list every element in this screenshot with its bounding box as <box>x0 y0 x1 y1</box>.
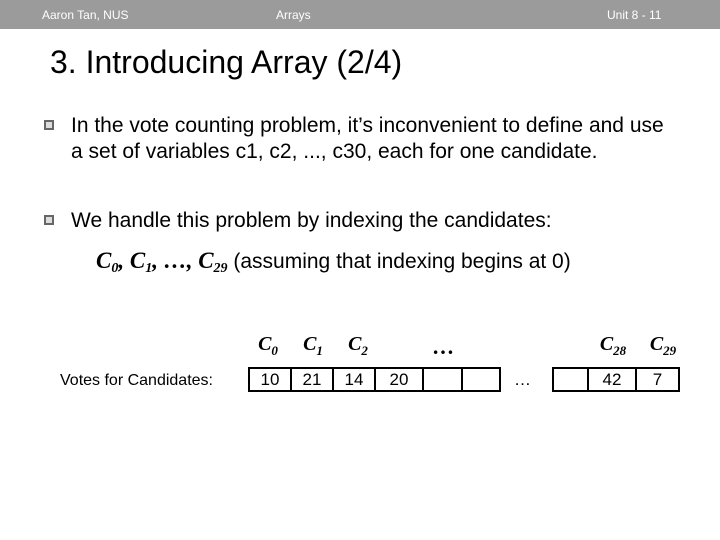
slide-title: 3. Introducing Array (2/4) <box>50 44 403 80</box>
bullet-square-icon <box>44 120 54 130</box>
bullet-text: We handle this problem by indexing the candidates: <box>71 209 552 232</box>
header-page-number: Unit 8 - 11 <box>607 8 662 22</box>
array-cell: 14 <box>332 367 376 392</box>
array-cell: 10 <box>248 367 292 392</box>
array-cell: 21 <box>290 367 334 392</box>
bullet-vote-problem <box>71 113 671 165</box>
array-cell: 7 <box>635 367 680 392</box>
candidate-c1: $C_1$ <box>129 248 153 276</box>
array-cell: 20 <box>374 367 424 392</box>
header-topic: Arrays <box>276 8 311 22</box>
column-ellipsis: … <box>432 334 454 359</box>
column-label-c1: $C_1$ <box>303 333 323 358</box>
bullet-indexing <box>71 208 691 234</box>
array-cell <box>422 367 463 392</box>
column-label-c28: $C_{28}$ <box>599 333 627 358</box>
array-cell: 42 <box>587 367 637 392</box>
array-cell <box>552 367 589 392</box>
votes-row-label: Votes for Candidates: <box>60 372 213 389</box>
array-cell <box>461 367 501 392</box>
column-label-c29: $C_{29}$ <box>649 333 677 358</box>
candidate-c0: $C_0$ <box>96 248 119 276</box>
candidate-c29: $C_{29}$ <box>198 248 228 276</box>
bullet-square-icon <box>44 215 54 225</box>
header-author: Aaron Tan, NUS <box>42 8 129 22</box>
column-label-c2: $C_2$ <box>348 333 368 358</box>
index-note: (assuming that indexing begins at 0) <box>227 250 571 273</box>
slide-header <box>0 0 720 29</box>
array-ellipsis: … <box>514 370 531 389</box>
separator: , …, <box>152 248 199 273</box>
separator: , <box>118 248 130 273</box>
column-label-c0: $C_0$ <box>258 333 278 358</box>
index-line <box>96 248 571 277</box>
bullet-text: In the vote counting problem, it’s inconvenient to define and use a set of variables c1, c2, ..., c30, each for one candidate. <box>71 114 664 163</box>
